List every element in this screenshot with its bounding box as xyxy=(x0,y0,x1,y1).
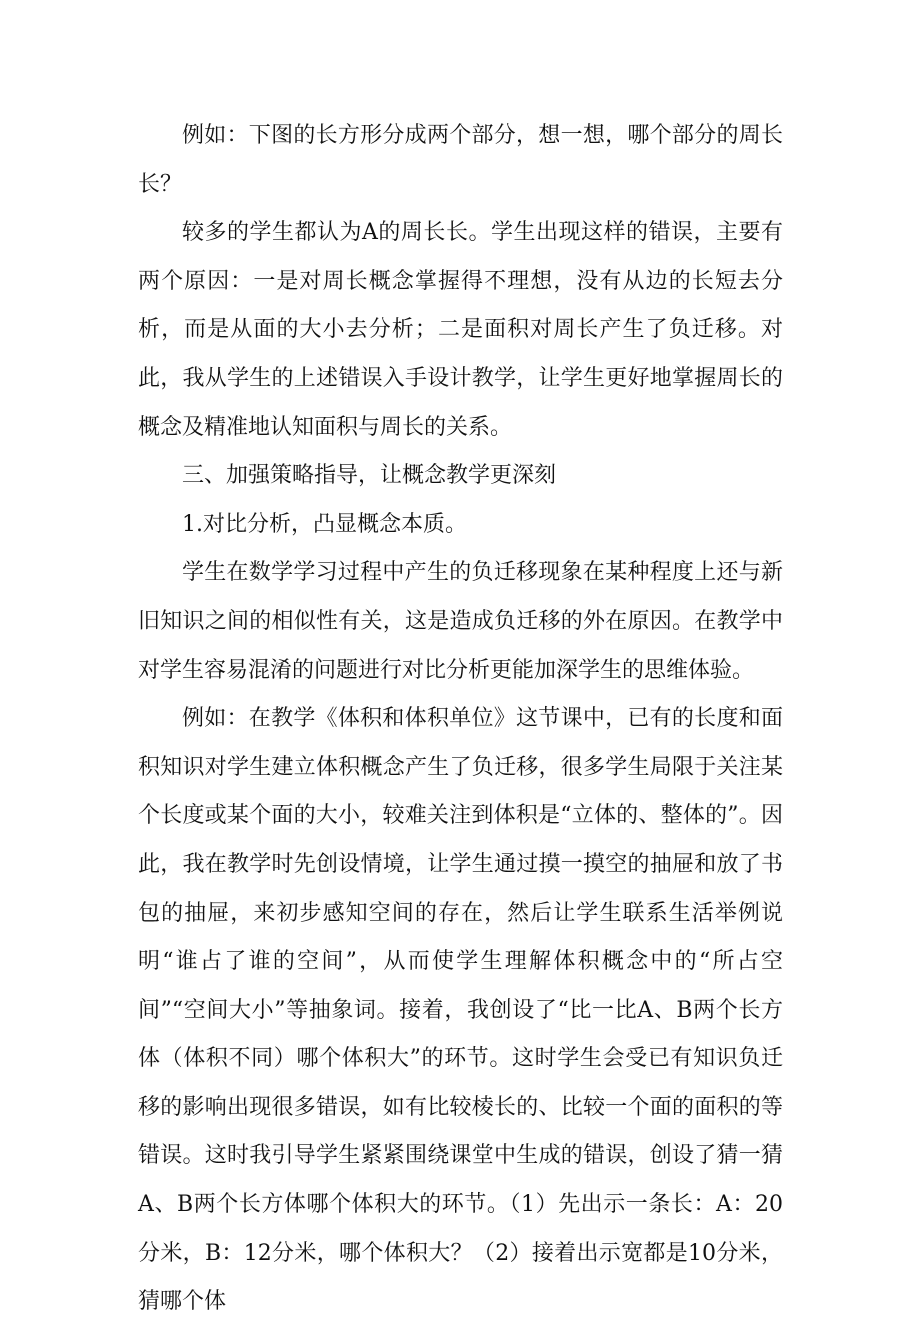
document-body xyxy=(138,112,783,1327)
paragraph-negative-transfer: 学生在数学学习过程中产生的负迁移现象在某种程度上还与新旧知识之间的相似性有关，这是造成负迁移的外在原因。在教学中对学生容易混淆的问题进行对比分析更能加深学生的思维体验。 xyxy=(138,560,783,683)
paragraph-error-analysis: 较多的学生都认为A的周长长。学生出现这样的错误，主要有两个原因：一是对周长概念掌握得不理想，没有从边的长短去分析，而是从面的大小去分析；二是面积对周长产生了负迁移。对此，我从学生的上述错误入手设计教学，让学生更好地掌握周长的概念及精准地认知面积与周长的关系。 xyxy=(138,220,783,440)
subheading-1: 1.对比分析，凸显概念本质。 xyxy=(182,511,467,537)
paragraph-example-rectangle: 例如：下图的长方形分成两个部分，想一想，哪个部分的周长长？ xyxy=(138,123,783,197)
section-heading-3: 三、加强策略指导，让概念教学更深刻 xyxy=(182,463,557,489)
paragraph-volume-example: 例如：在教学《体积和体积单位》这节课中，已有的长度和面积知识对学生建立体积概念产生了负迁移，很多学生局限于关注某个长度或某个面的大小，较难关注到体积是“立体的、整体的”。因此，我在教学时先创设情境，让学生通过摸一摸空的抽屉和放了书包的抽屉，来初步感知空间的存在，然后让学生联系生活举例说明“谁占了谁的空间”，从而使学生理解体积概念中的“所占空间”“空间大小”等抽象词。接着，我创设了“比一比A、B两个长方体（体积不同）哪个体积大”的环节。这时学生会受已有知识负迁移的影响出现很多错误，如有比较棱长的、比较一个面的面积的等错误。这时我引导学生紧紧围绕课堂中生成的错误，创设了猜一猜A、B两个长方体哪个体积大的环节。（1）先出示一条长：A：20分米，B：12分米，哪个体积大？（2）接着出示宽都是10分米，猜哪个体 xyxy=(138,706,783,1315)
